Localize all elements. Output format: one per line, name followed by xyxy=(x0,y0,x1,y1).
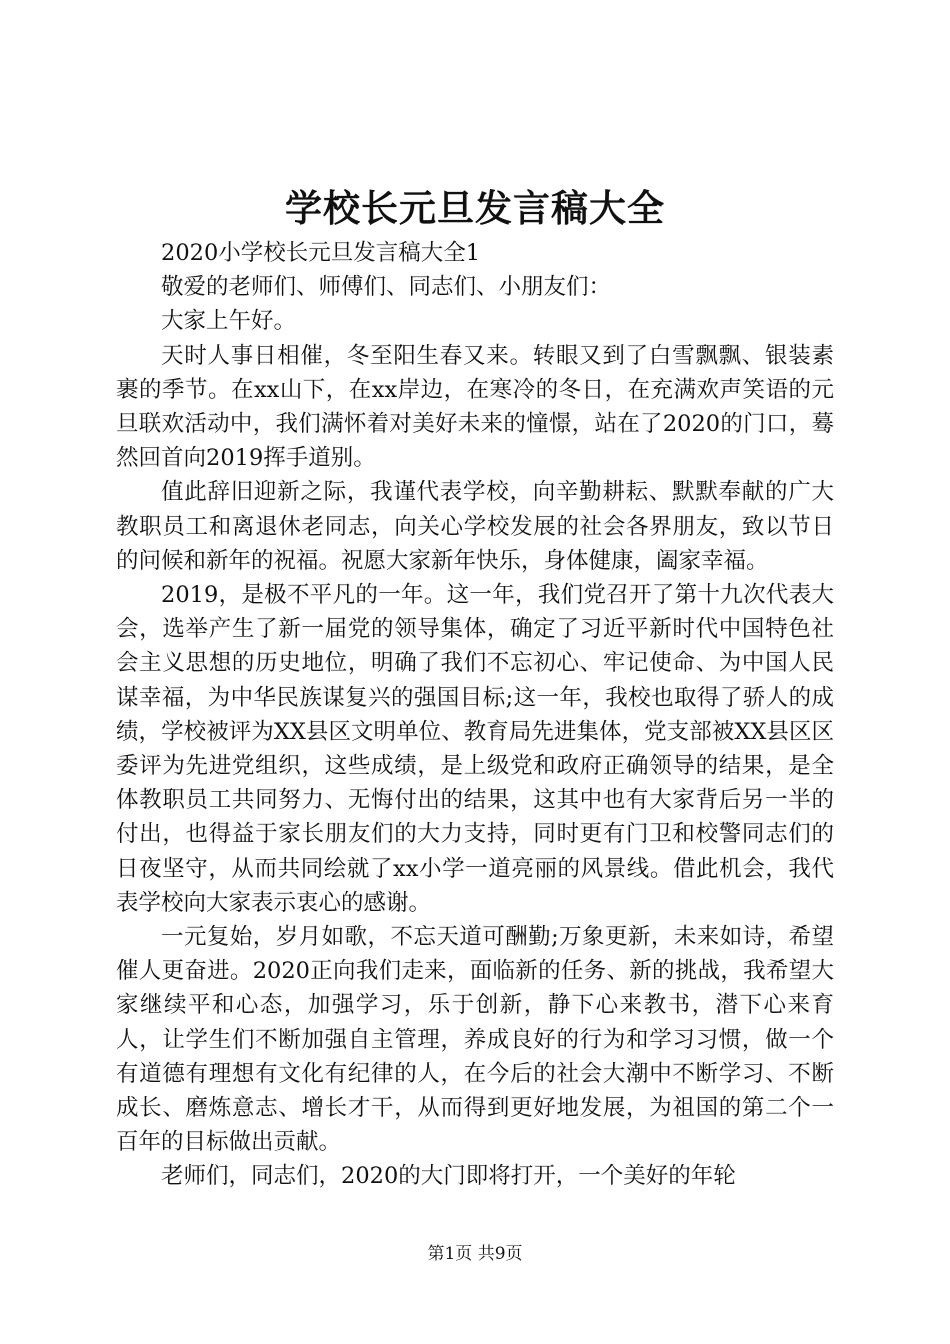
paragraph-salutation: 敬爱的老师们、师傅们、同志们、小朋友们： xyxy=(161,274,612,301)
paragraph-subtitle: 2020小学校长元旦发言稿大全1 xyxy=(161,240,481,266)
paragraph-greeting: 大家上午好。 xyxy=(161,308,297,335)
paragraph: 2019，是极不平凡的一年。这一年，我们党召开了第十九次代表大会，选举产生了新一届党的领导集体，确定了习近平新时代中国特色社会主义思想的历史地位，明确了我们不忘初心、牢记使命、为中国人民谋幸福，为中华民族谋复兴的强国目标;这一年，我校也取得了骄人的成绩，学校被评为XX县区文明单位、教育局先进集体，党支部被XX县区区委评为先进党组织，这些成绩，是上级党和政府正确领导的结果，是全体教职员工共同努力、无悔付出的结果，这其中也有大家背后另一半的付出，也得益于家长朋友们的大力支持，同时更有门卫和校警同志们的日夜坚守，从而共同绘就了xx小学一道亮丽的风景线。借此机会，我代表学校向大家表示衷心的感谢。 xyxy=(116,582,834,916)
paragraph: 天时人事日相催，冬至阳生春又来。转眼又到了白雪飘飘、银装素裹的季节。在xx山下，在xx岸边，在寒冷的冬日，在充满欢声笑语的元旦联欢活动中，我们满怀着对美好未来的憧憬，站在了2020的门口，蓦然回首向2019挥手道别。 xyxy=(116,342,834,472)
paragraph: 老师们，同志们，2020的大门即将打开，一个美好的年轮 xyxy=(161,1163,736,1190)
document-body xyxy=(116,236,834,1194)
document-title: 学校长元旦发言稿大全 xyxy=(285,186,665,230)
paragraph: 一元复始，岁月如歌，不忘天道可酬勤;万象更新，未来如诗，希望催人更奋进。2020正向我们走来，面临新的任务、新的挑战，我希望大家继续平和心态，加强学习，乐于创新，静下心来教书，潜下心来育人，让学生们不断加强自主管理，养成良好的行为和学习习惯，做一个有道德有理想有文化有纪律的人，在今后的社会大潮中不断学习、不断成长、磨炼意志、增长才干，从而得到更好地发展，为祖国的第二个一百年的目标做出贡献。 xyxy=(116,924,834,1156)
paragraph: 值此辞旧迎新之际，我谨代表学校，向辛勤耕耘、默默奉献的广大教职员工和离退休老同志，向关心学校发展的社会各界朋友，致以节日的问候和新年的祝福。祝愿大家新年快乐，身体健康，阖家幸福。 xyxy=(116,479,834,574)
page-footer: 第1页 共9页 xyxy=(427,1244,523,1264)
